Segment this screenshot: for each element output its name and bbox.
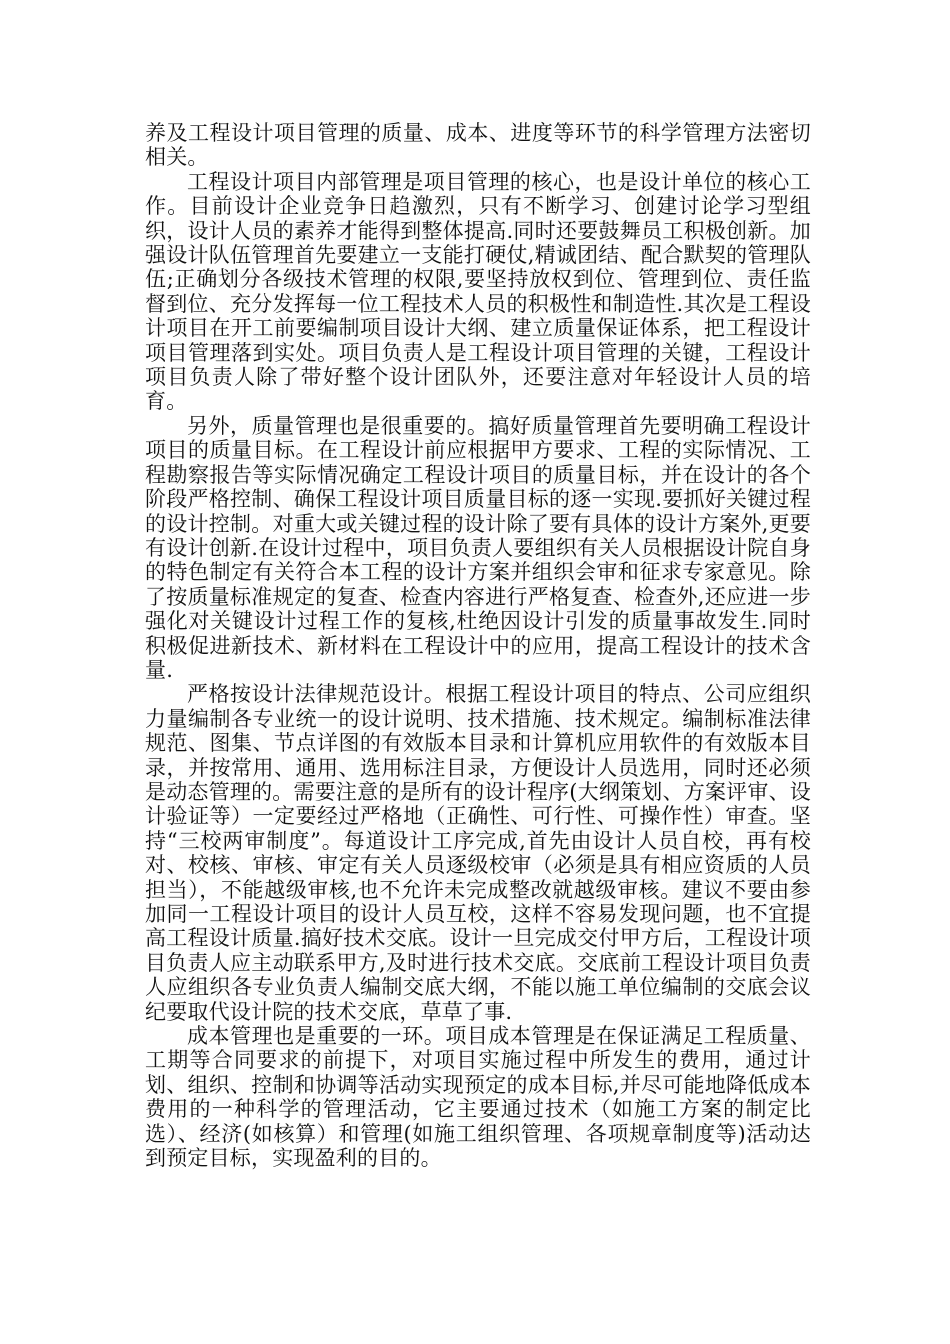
paragraph-1: 养及工程设计项目管理的质量、成本、进度等环节的科学管理方法密切相关。: [145, 121, 811, 170]
paragraph-4: 严格按设计法律规范设计。根据工程设计项目的特点、公司应组织力量编制各专业统一的设计说明、技术措施、技术规定。编制标准法律规范、图集、节点详图的有效版本目录和计算机应用软件的有效版本目录，并按常用、通用、选用标注目录，方便设计人员选用，同时还必须是动态管理的。需要注意的是所有的设计程序(大纲策划、方案评审、设计验证等）一定要经过严格地（正确性、可行性、可操作性）审查。坚持“三校两审制度”。每道设计工序完成,首先由设计人员自校，再有校对、校核、审核、审定有关人员逐级校审（必须是具有相应资质的人员担当），不能越级审核,也不允许未完成整改就越级审核。建议不要由参加同一工程设计项目的设计人员互校，这样不容易发现问题，也不宜提高工程设计质量.搞好技术交底。设计一旦完成交付甲方后，工程设计项目负责人应主动联系甲方,及时进行技术交底。交底前工程设计项目负责人应组织各专业负责人编制交底大纲，不能以施工单位编制的交底会议纪要取代设计院的技术交底，草草了事.: [145, 682, 811, 1024]
body-text: [145, 121, 811, 1170]
paragraph-5: 成本管理也是重要的一环。项目成本管理是在保证满足工程质量、工期等合同要求的前提下，对项目实施过程中所发生的费用，通过计划、组织、控制和协调等活动实现预定的成本目标,并尽可能地降低成本费用的一种科学的管理活动，它主要通过技术（如施工方案的制定比选）、经济(如核算）和管理(如施工组织管理、各项规章制度等)活动达到预定目标，实现盈利的目的。: [145, 1024, 811, 1171]
paragraph-2: 工程设计项目内部管理是项目管理的核心，也是设计单位的核心工作。目前设计企业竞争日趋激烈，只有不断学习、创建讨论学习型组织，设计人员的素养才能得到整体提高.同时还要鼓舞员工积极创新。加强设计队伍管理首先要建立一支能打硬仗,精诚团结、配合默契的管理队伍;正确划分各级技术管理的权限,要坚持放权到位、管理到位、责任监督到位、充分发挥每一位工程技术人员的积极性和制造性.其次是工程设计项目在开工前要编制项目设计大纲、建立质量保证体系，把工程设计项目管理落到实处。项目负责人是工程设计项目管理的关键，工程设计项目负责人除了带好整个设计团队外，还要注意对年轻设计人员的培育。: [145, 169, 811, 414]
paragraph-3: 另外，质量管理也是很重要的。搞好质量管理首先要明确工程设计项目的质量目标。在工程设计前应根据甲方要求、工程的实际情况、工程勘察报告等实际情况确定工程设计项目的质量目标，并在设计的各个阶段严格控制、确保工程设计项目质量目标的逐一实现.要抓好关键过程的设计控制。对重大或关键过程的设计除了要有具体的设计方案外,更要有设计创新.在设计过程中，项目负责人要组织有关人员根据设计院自身的特色制定有关符合本工程的设计方案并组织会审和征求专家意见。除了按质量标准规定的复查、检查内容进行严格复查、检查外,还应进一步强化对关键设计过程工作的复核,杜绝因设计引发的质量事故发生.同时积极促进新技术、新材料在工程设计中的应用，提高工程设计的技术含量.: [145, 413, 811, 682]
